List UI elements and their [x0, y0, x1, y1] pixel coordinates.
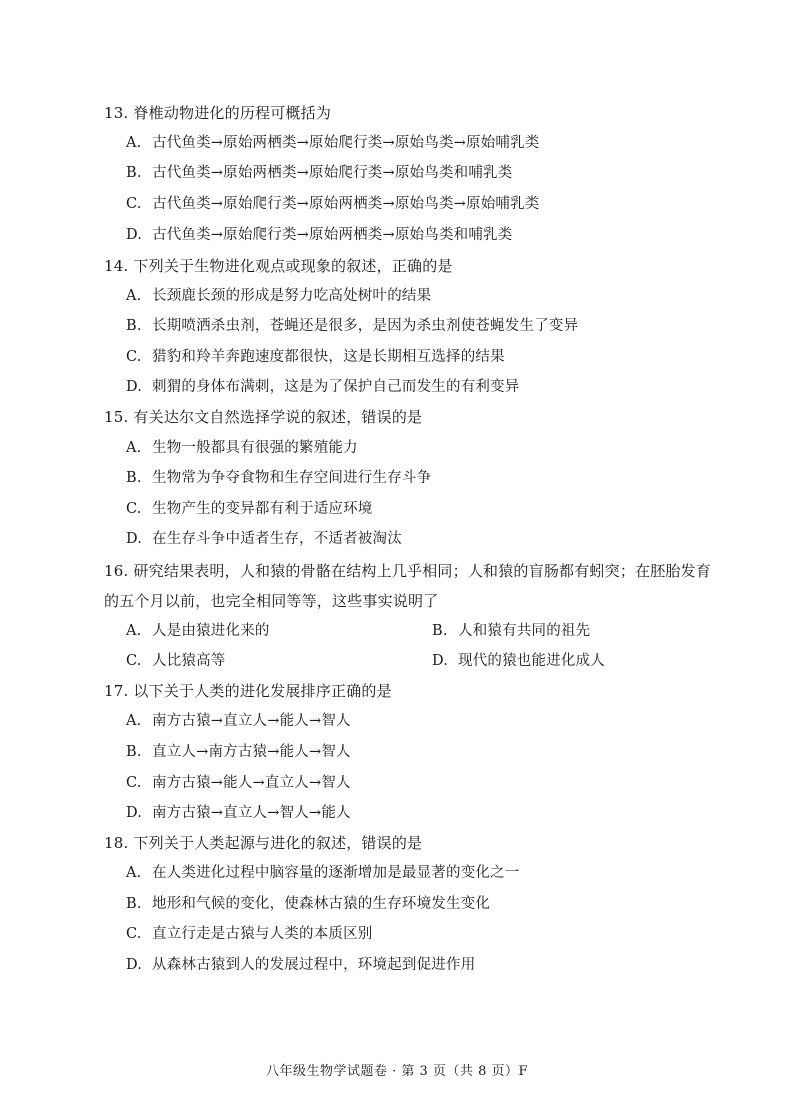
- option-text: 生物产生的变异都有利于适应环境: [152, 501, 373, 517]
- option-text: 在生存斗争中适者生存，不适者被淘汰: [152, 531, 402, 547]
- option-text: 地形和气候的变化，使森林古猿的生存环境发生变化: [152, 896, 491, 912]
- question-17-option-d: [126, 803, 351, 823]
- option-letter: D.: [126, 531, 143, 547]
- option-text: 直立行走是古猿与人类的本质区别: [152, 926, 373, 942]
- option-letter: A.: [126, 440, 142, 456]
- option-letter: D.: [126, 957, 143, 973]
- option-letter: D.: [126, 805, 143, 821]
- option-letter: C.: [126, 653, 142, 669]
- option-letter: A.: [126, 288, 142, 304]
- option-text: 长颈鹿长颈的形成是努力吃高处树叶的结果: [152, 288, 432, 304]
- question-15-option-c: [126, 499, 373, 519]
- option-text: 人和猿有共同的祖先: [458, 623, 591, 639]
- question-16-option-a: [126, 621, 270, 641]
- option-text: 古代鱼类→原始爬行类→原始两栖类→原始鸟类和哺乳类: [152, 227, 513, 243]
- option-text: 南方古猿→直立人→智人→能人: [152, 805, 351, 821]
- option-text: 生物一般都具有很强的繁殖能力: [152, 440, 358, 456]
- option-letter: C.: [126, 775, 142, 791]
- option-text: 刺猬的身体布满刺，这是为了保护自己而发生的有利变异: [152, 379, 520, 395]
- option-letter: C.: [126, 926, 142, 942]
- option-letter: D.: [126, 379, 143, 395]
- question-14-stem: 14. 下列关于生物进化观点或现象的叙述，正确的是: [104, 257, 453, 275]
- option-text: 古代鱼类→原始两栖类→原始爬行类→原始鸟类→原始哺乳类: [152, 135, 540, 151]
- question-14-option-c: [126, 347, 505, 367]
- question-18-option-a: [126, 863, 520, 883]
- option-letter: A.: [126, 623, 142, 639]
- option-text: 古代鱼类→原始两栖类→原始爬行类→原始鸟类和哺乳类: [152, 165, 513, 181]
- option-letter: B.: [126, 318, 142, 334]
- option-letter: B.: [126, 744, 142, 760]
- option-text: 猎豹和羚羊奔跑速度都很快，这是长期相互选择的结果: [152, 349, 505, 365]
- question-13-option-b: [126, 163, 512, 183]
- option-text: 南方古猿→能人→直立人→智人: [152, 775, 351, 791]
- option-text: 现代的猿也能进化成人: [458, 653, 605, 669]
- option-text: 从森林古猿到人的发展过程中，环境起到促进作用: [152, 957, 476, 973]
- option-text: 人比猿高等: [152, 653, 226, 669]
- question-15-option-d: [126, 529, 402, 549]
- question-13-stem: 13. 脊椎动物进化的历程可概括为: [104, 104, 332, 122]
- option-letter: A.: [126, 865, 142, 881]
- question-17-option-a: [126, 711, 351, 731]
- question-15-option-b: [126, 468, 431, 488]
- question-14-option-a: [126, 286, 431, 306]
- option-letter: D.: [126, 227, 143, 243]
- question-16-stem: 16. 研究结果表明，人和猿的骨骼在结构上几乎相同；人和猿的盲肠都有蚓突；在胚胎发育的五个月以前，也完全相同等等，这些事实说明了: [104, 562, 712, 610]
- option-text: 古代鱼类→原始爬行类→原始两栖类→原始鸟类→原始哺乳类: [152, 196, 540, 212]
- option-text: 生物常为争夺食物和生存空间进行生存斗争: [152, 470, 432, 486]
- option-text: 人是由猿进化来的: [152, 623, 270, 639]
- option-letter: C.: [126, 501, 142, 517]
- question-18-option-c: [126, 924, 373, 944]
- option-letter: C.: [126, 196, 142, 212]
- question-16-option-c: [126, 651, 226, 671]
- question-18-stem: 18. 下列关于人类起源与进化的叙述，错误的是: [104, 834, 423, 852]
- question-17-option-c: [126, 773, 351, 793]
- option-text: 长期喷洒杀虫剂，苍蝇还是很多，是因为杀虫剂使苍蝇发生了变异: [152, 318, 579, 334]
- page-footer: 八年级生物学试题卷 · 第 3 页（共 8 页）F: [266, 1064, 528, 1079]
- option-text: 在人类进化过程中脑容量的逐渐增加是最显著的变化之一: [152, 865, 520, 881]
- question-13-option-d: [126, 225, 512, 245]
- question-18-option-b: [126, 894, 490, 914]
- option-letter: B.: [126, 896, 142, 912]
- option-letter: D.: [432, 653, 449, 669]
- option-letter: B.: [432, 623, 448, 639]
- option-text: 直立人→南方古猿→能人→智人: [152, 744, 351, 760]
- question-15-option-a: [126, 438, 358, 458]
- question-14-option-d: [126, 377, 520, 397]
- question-13-option-c: [126, 194, 540, 214]
- question-17-option-b: [126, 742, 351, 762]
- question-17-stem: 17. 以下关于人类的进化发展排序正确的是: [104, 682, 392, 700]
- option-letter: C.: [126, 349, 142, 365]
- option-letter: B.: [126, 470, 142, 486]
- question-16-option-d: [432, 651, 605, 671]
- option-letter: A.: [126, 135, 142, 151]
- option-text: 南方古猿→直立人→能人→智人: [152, 713, 351, 729]
- option-letter: B.: [126, 165, 142, 181]
- option-letter: A.: [126, 713, 142, 729]
- question-16-option-b: [432, 621, 590, 641]
- question-14-option-b: [126, 316, 578, 336]
- question-18-option-d: [126, 955, 475, 975]
- question-13-option-a: [126, 133, 540, 153]
- question-15-stem: 15. 有关达尔文自然选择学说的叙述，错误的是: [104, 408, 423, 426]
